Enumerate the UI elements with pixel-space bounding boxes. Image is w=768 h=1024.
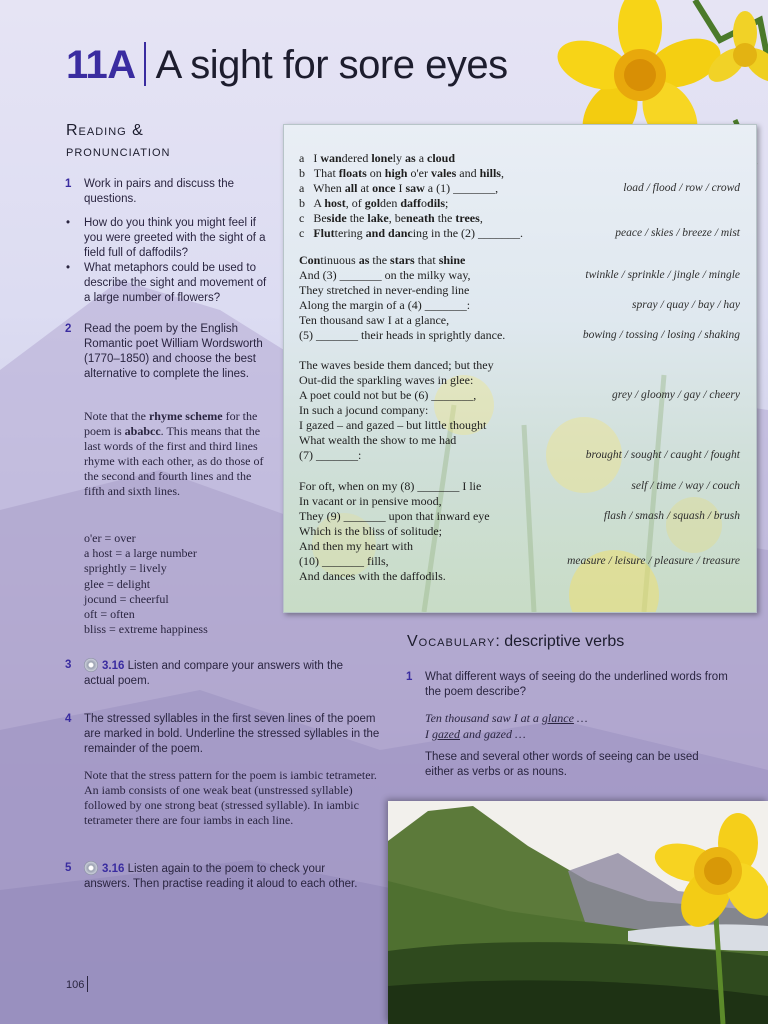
- bullet-2: • What metaphors could be used to describe the sight and movement of a large number of flowers?: [66, 262, 267, 304]
- poem-line: They (9) _______ upon that inward eye: [299, 509, 490, 523]
- poem-line: (7) _______:: [299, 448, 362, 462]
- answer-options-3: twinkle / sprinkle / jingle / mingle: [585, 269, 740, 281]
- answer-options-5: bowing / tossing / losing / shaking: [582, 329, 740, 341]
- poem-line: In vacant or in pensive mood,: [299, 494, 442, 508]
- bullet-1: • How do you think you might feel if you were greeted with the sight of a field full of daffodils?: [66, 217, 266, 259]
- stress-pattern-note: Note that the stress pattern for the poem is iambic tetrameter. An iamb consists of one weak beat (unstressed syllable) followed by one strong beat (stressed syllable). In iambic tetrameter there are four iambs in each line.: [84, 768, 377, 827]
- answer-options-10: measure / leisure / pleasure / treasure: [567, 555, 740, 567]
- title-divider: [144, 42, 146, 86]
- cd-icon[interactable]: [84, 658, 98, 672]
- poem-line: a When all at once I saw a (1) _______,: [299, 181, 499, 195]
- poem-line: Continuous as the stars that shine: [299, 253, 466, 267]
- example-line-2: I gazed and gazed …: [425, 727, 526, 741]
- poem-box: [283, 124, 757, 613]
- cd-icon[interactable]: [84, 861, 98, 875]
- poem-line: b A host, of golden daffodils;: [299, 196, 449, 210]
- vocab-question-1: 1 What different ways of seeing do the underlined words from the poem describe?: [406, 671, 728, 698]
- page-number: 106: [66, 976, 88, 992]
- answer-options-4: spray / quay / bay / hay: [632, 299, 740, 311]
- audio-track[interactable]: 3.16: [102, 863, 125, 875]
- answer-options-2: peace / skies / breeze / mist: [615, 227, 740, 239]
- answer-options-6: grey / gloomy / gay / cheery: [612, 389, 740, 401]
- poem-line: The waves beside them danced; but they: [299, 358, 494, 372]
- poem-line: And (3) _______ on the milky way,: [299, 268, 471, 282]
- rhyme-scheme-note: Note that the rhyme scheme for the poem is ababcc. This means that the last words of the first and third lines rhyme with each other, as do those of the second and fourth lines and the fifth and sixth lines.: [84, 409, 264, 498]
- poem-line: What wealth the show to me had: [299, 433, 457, 447]
- poem-line: A poet could not but be (6) _______,: [299, 388, 477, 402]
- question-5: 5 3.16 Listen again to the poem to check your answers. Then practise reading it aloud to each other.: [65, 862, 358, 890]
- landscape-illustration: [388, 801, 768, 1024]
- question-1: 1 Work in pairs and discuss the questions.: [65, 178, 234, 205]
- example-line-1: Ten thousand saw I at a glance …: [425, 711, 588, 725]
- poem-line: I gazed – and gazed – but little thought: [299, 418, 487, 432]
- question-number: 1: [65, 178, 72, 190]
- unit-title: A sight for sore eyes: [155, 43, 508, 87]
- poem-line: Which is the bliss of solitude;: [299, 524, 442, 538]
- poem-line: For oft, when on my (8) _______ I lie: [299, 479, 482, 493]
- audio-track[interactable]: 3.16: [102, 660, 125, 672]
- question-4: 4 The stressed syllables in the first seven lines of the poem are marked in bold. Underline the stressed syllables in the remainder of the poem.: [65, 713, 380, 755]
- poem-line: b That floats on high o'er vales and hills,: [299, 166, 504, 180]
- reading-heading: Reading & pronunciation: [66, 122, 171, 160]
- page-title: [66, 42, 508, 88]
- poem-line: c Beside the lake, beneath the trees,: [299, 211, 483, 225]
- answer-options-9: flash / smash / squash / brush: [603, 510, 740, 522]
- poem-line: In such a jocund company:: [299, 403, 429, 417]
- unit-number: 11A: [66, 43, 136, 87]
- poem-line: (5) _______ their heads in sprightly dance.: [299, 328, 506, 342]
- poem-line: c Fluttering and dancing in the (2) _______.: [299, 226, 524, 240]
- answer-options-8: self / time / way / couch: [631, 480, 740, 492]
- poem-line: Out-did the sparkling waves in glee:: [299, 373, 474, 387]
- poem-line: Along the margin of a (4) _______:: [299, 298, 471, 312]
- lake-district-photo: [388, 801, 768, 1024]
- answer-options-1: load / flood / row / crowd: [623, 182, 740, 194]
- poem-line: And then my heart with: [299, 539, 413, 553]
- vocab-note: These and several other words of seeing can be used either as verbs or as nouns.: [425, 751, 699, 778]
- poem-line: (10) _______ fills,: [299, 554, 389, 568]
- poem-line: Ten thousand saw I at a glance,: [299, 313, 450, 327]
- poem-line: a I wandered lonely as a cloud: [299, 151, 456, 165]
- question-3: 3 3.16 Listen and compare your answers with the actual poem.: [65, 659, 344, 687]
- vocabulary-heading: Vocabulary: descriptive verbs: [407, 633, 625, 650]
- glossary: o'er = over a host = a large number sprightly = lively glee = delight jocund = cheerful oft = often bliss = extreme happiness: [84, 531, 208, 637]
- poem-line: And dances with the daffodils.: [299, 569, 446, 583]
- question-2: 2 Read the poem by the English Romantic poet William Wordsworth (1770–1850) and choose the best alternative to complete the lines.: [65, 323, 263, 380]
- answer-options-7: brought / sought / caught / fought: [585, 449, 740, 461]
- poem-line: They stretched in never-ending line: [299, 283, 470, 297]
